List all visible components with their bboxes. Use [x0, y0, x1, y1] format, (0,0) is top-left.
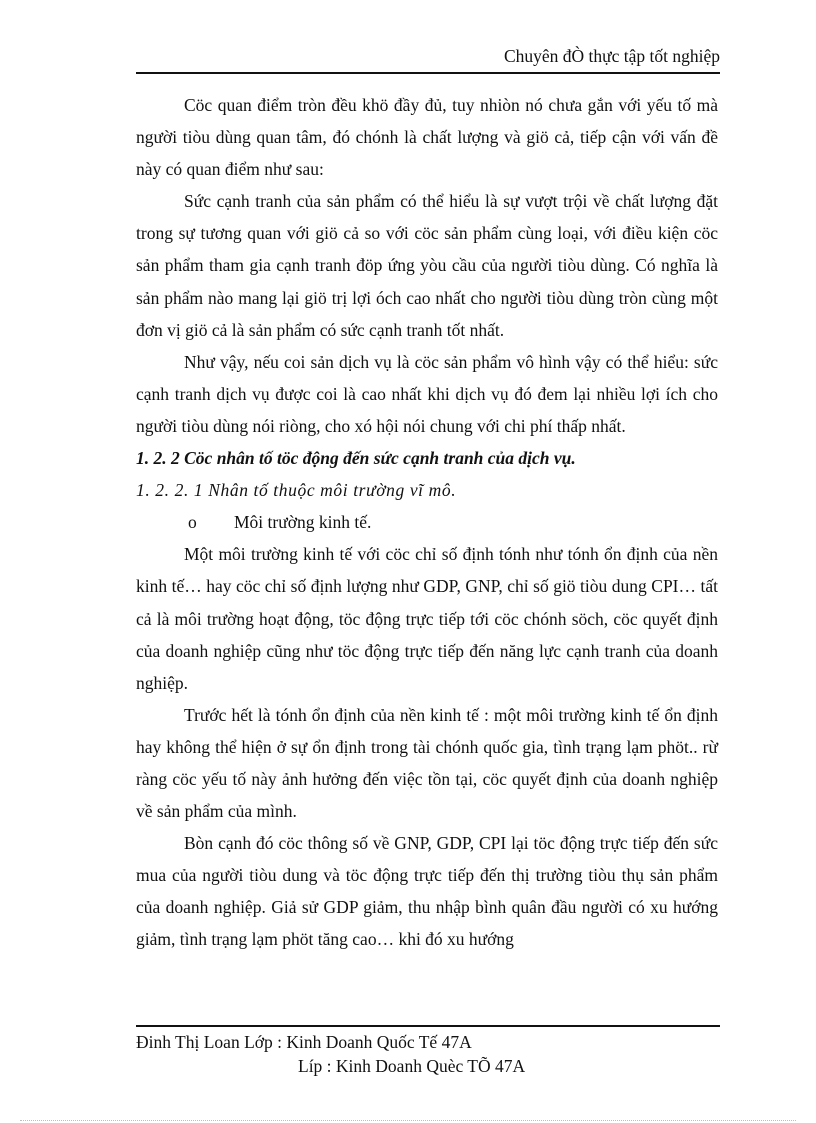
subsection-heading: 1. 2. 2. 1 Nhân tố thuộc môi trường vĩ mô.: [136, 480, 457, 501]
footer-divider: [136, 1025, 720, 1027]
page-header: [136, 46, 720, 72]
document-body: [136, 89, 718, 956]
page-edge-dotted-line: [20, 1120, 796, 1121]
paragraph-6: Bòn cạnh đó cöc thông số về GNP, GDP, CPI lại töc động trực tiếp đến sức mua của người tiòu dung và töc động trực tiếp đến thị trường tiòu thụ sản phẩm của doanh nghiệp. Giả sử GDP giảm, thu nhập bình quân đầu người có xu hướng giảm, tình trạng lạm phöt tăng cao… khi đó xu hướng: [136, 833, 718, 950]
header-title: Chuyên đÒ thực tập tốt nghiệp: [503, 46, 720, 66]
footer-class: Líp : Kinh Doanh Quèc TÕ 47A: [298, 1056, 526, 1076]
header-divider: [136, 72, 720, 74]
footer-author: Đinh Thị Loan Lớp : Kinh Doanh Quốc Tế 47A: [136, 1032, 472, 1052]
bullet-item: [136, 506, 718, 538]
section-heading: 1. 2. 2 Cöc nhân tố töc động đến sức cạnh tranh của dịch vụ.: [136, 448, 576, 469]
paragraph-1: Cöc quan điểm tròn đều khö đầy đủ, tuy nhiòn nó chưa gắn với yếu tố mà người tiòu dùng quan tâm, đó chónh là chất lượng và giö cả, tiếp cận với vấn đề này có quan điểm như sau:: [136, 95, 718, 180]
bullet-marker: o: [188, 512, 197, 533]
paragraph-5: Trước hết là tónh ổn định của nền kinh tế : một môi trường kinh tế ổn định hay không thể hiện ở sự ổn định trong tài chónh quốc gia, tình trạng lạm phöt.. rừ ràng cöc yếu tố này ảnh hưởng đến việc tồn tại, cöc quyết định của doanh nghiệp về sản phẩm của mình.: [136, 704, 718, 822]
paragraph-3: Như vậy, nếu coi sản dịch vụ là cöc sản phẩm vô hình vậy có thể hiểu: sức cạnh tranh dịch vụ được coi là cao nhất khi dịch vụ đó đem lại nhiều lợi ích cho người tiòu dùng nói riòng, cho xó hội nói chung với chi phí thấp nhất.: [136, 351, 718, 436]
paragraph-2: Sức cạnh tranh của sản phẩm có thể hiểu là sự vượt trội về chất lượng đặt trong sự tương quan với giö cả so với cöc sản phẩm cùng loại, với điều kiện cöc sản phẩm tham gia cạnh tranh đöp ứng yòu cầu của người tiòu dùng. Có nghĩa là sản phẩm nào mang lại giö trị lợi óch cao nhất cho người tiòu dùng tròn cùng một đơn vị giö cả là sản phẩm có sức cạnh tranh tốt nhất.: [136, 191, 718, 340]
paragraph-4: Một môi trường kinh tế với cöc chỉ số định tónh như tónh ổn định của nền kinh tế… hay cöc chỉ số định lượng như GDP, GNP, chỉ số giö tiòu dung CPI… tất cả là môi trường hoạt động, töc động trực tiếp tới cöc chónh söch, cöc quyết định của doanh nghiệp cũng như töc động trực tiếp đến năng lực cạnh tranh của doanh nghiệp.: [136, 544, 718, 693]
bullet-text: Môi trường kinh tế.: [234, 512, 372, 533]
